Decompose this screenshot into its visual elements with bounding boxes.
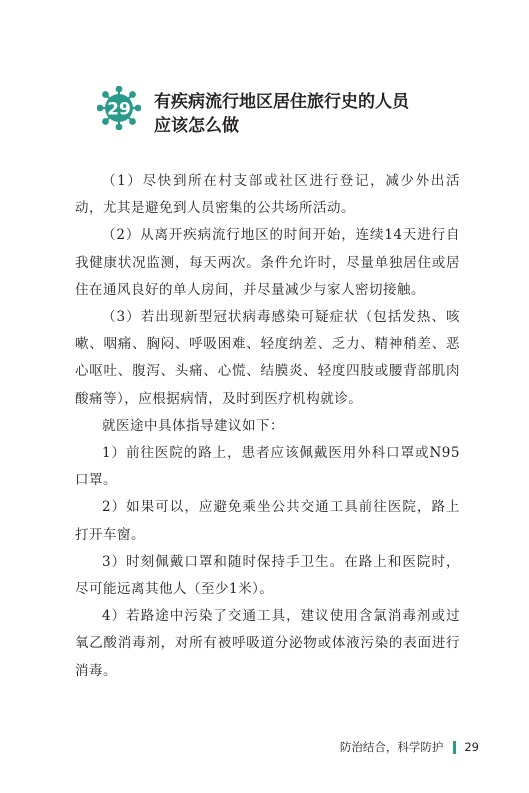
virus-badge-icon — [97, 86, 141, 130]
body-text — [75, 168, 460, 685]
section-number: 29 — [107, 99, 131, 120]
section-title — [154, 90, 494, 138]
footer-text: 防治结合，科学防护 — [339, 740, 444, 754]
paragraph-4: 就医途中具体指导建议如下： — [102, 417, 284, 434]
paragraph-3: （3）若出现新型冠状病毒感染可疑症状（包括发热、咳嗽、咽痛、胸闷、呼吸困难、轻度纳差、乏力、精神稍差、恶心呕吐、腹泻、头痛、心慌、结膜炎、轻度四肢或腰背部肌肉酸痛等），应根据病情，及时到医疗机构就诊。 — [75, 309, 460, 407]
virus-icon — [97, 86, 141, 130]
title-line-2: 应该怎么做 — [154, 116, 239, 136]
paragraph-2: （2）从离开疾病流行地区的时间开始，连续14天进行自我健康状况监测，每天两次。条件允许时，尽量单独居住或居住在通风良好的单人房间，并尽量减少与家人密切接触。 — [75, 227, 460, 298]
paragraph-7: 3）时刻佩戴口罩和随时保持手卫生。在路上和医院时，尽可能远离其他人（至少1米）。 — [75, 553, 460, 598]
page-footer — [340, 739, 479, 755]
page-number: 29 — [464, 740, 479, 754]
title-line-1: 有疾病流行地区居住旅行史的人员 — [154, 92, 409, 112]
paragraph-8: 4）若路途中污染了交通工具，建议使用含氯消毒剂或过氧乙酸消毒剂，对所有被呼吸道分泌物或体液污染的表面进行消毒。 — [75, 608, 460, 679]
footer-divider — [453, 741, 456, 754]
paragraph-1: （1）尽快到所在村支部或社区进行登记，减少外出活动，尤其是避免到人员密集的公共场所活动。 — [75, 173, 460, 217]
paragraph-5: 1）前往医院的路上，患者应该佩戴医用外科口罩或N95口罩。 — [75, 445, 460, 489]
paragraph-6: 2）如果可以，应避免乘坐公共交通工具前往医院，路上打开车窗。 — [75, 499, 460, 543]
